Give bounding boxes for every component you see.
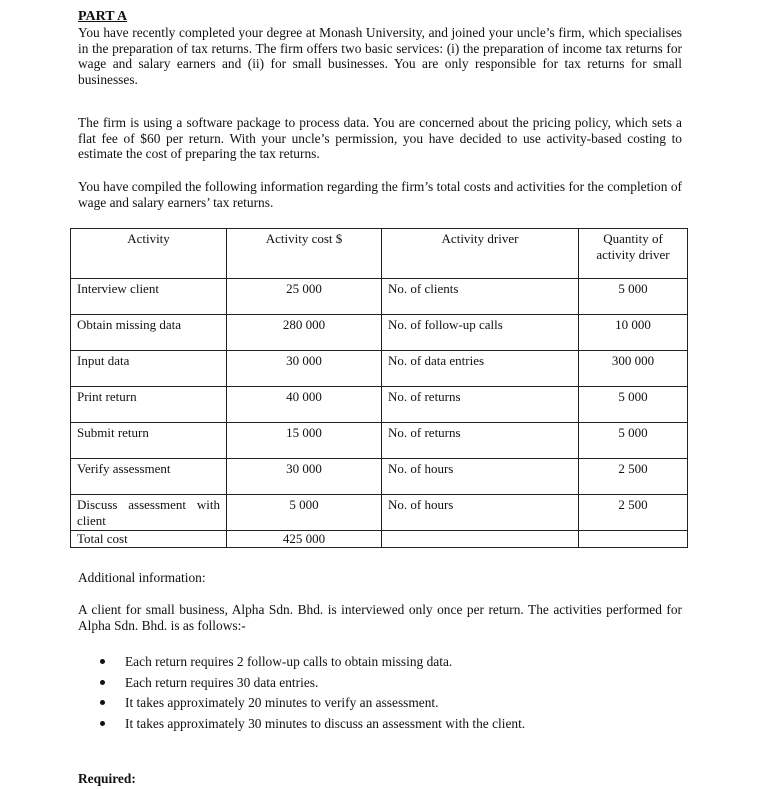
list-item (100, 654, 660, 675)
client-paragraph: A client for small business, Alpha Sdn. Bhd. is interviewed only once per return. The activities performed for Alpha Sdn. Bhd. is as follows:- (78, 602, 682, 633)
activity-cell: Interview client (71, 279, 227, 315)
activity-cell: Print return (71, 387, 227, 423)
bullet-icon (100, 659, 105, 664)
table-header-row (71, 229, 688, 279)
empty-cell (382, 531, 579, 548)
list-item (100, 716, 660, 737)
table-row (71, 495, 688, 531)
bullet-text: Each return requires 30 data entries. (125, 674, 319, 690)
quantity-cell: 2 500 (579, 495, 688, 531)
cost-cell: 15 000 (227, 423, 382, 459)
cost-cell: 25 000 (227, 279, 382, 315)
cost-cell: 30 000 (227, 351, 382, 387)
quantity-cell: 5 000 (579, 387, 688, 423)
required-heading: Required: (78, 771, 136, 786)
table-row (71, 315, 688, 351)
cost-cell: 40 000 (227, 387, 382, 423)
cost-cell: 5 000 (227, 495, 382, 531)
bullet-icon (100, 700, 105, 705)
header-activity-driver: Activity driver (382, 229, 579, 279)
header-activity-cost: Activity cost $ (227, 229, 382, 279)
driver-cell: No. of data entries (382, 351, 579, 387)
header-quantity: Quantity of activity driver (579, 229, 688, 279)
section-heading: PART A (78, 9, 128, 24)
intro-paragraph: You have recently completed your degree at Monash University, and joined your uncle’s firm, which specialises in the preparation of tax returns. The firm offers two basic services: (i) the preparation of income tax returns for wage and salary earners and (ii) for small businesses. You are only responsible for tax returns for small businesses. (78, 25, 682, 87)
table-row (71, 459, 688, 495)
driver-cell: No. of hours (382, 495, 579, 531)
total-label: Total cost (71, 531, 227, 548)
cost-cell: 30 000 (227, 459, 382, 495)
bullet-icon (100, 721, 105, 726)
driver-cell: No. of clients (382, 279, 579, 315)
cost-cell: 280 000 (227, 315, 382, 351)
total-value: 425 000 (227, 531, 382, 548)
list-item (100, 695, 660, 716)
bullet-text: It takes approximately 30 minutes to discuss an assessment with the client. (125, 715, 526, 731)
activity-bullet-list (100, 654, 660, 736)
quantity-cell: 5 000 (579, 279, 688, 315)
driver-cell: No. of returns (382, 387, 579, 423)
quantity-cell: 10 000 (579, 315, 688, 351)
table-row (71, 387, 688, 423)
activity-cell: Input data (71, 351, 227, 387)
table-row (71, 279, 688, 315)
table-row (71, 351, 688, 387)
empty-cell (579, 531, 688, 548)
header-activity: Activity (71, 229, 227, 279)
activity-cell: Verify assessment (71, 459, 227, 495)
list-item (100, 675, 660, 696)
bullet-icon (100, 680, 105, 685)
table-row (71, 423, 688, 459)
driver-cell: No. of hours (382, 459, 579, 495)
quantity-cell: 2 500 (579, 459, 688, 495)
quantity-cell: 5 000 (579, 423, 688, 459)
pricing-paragraph: The firm is using a software package to process data. You are concerned about the pricing policy, which sets a flat fee of $60 per return. With your uncle’s permission, you have decided to use activity-based costing to estimate the cost of preparing the tax returns. (78, 115, 682, 161)
activity-cost-table (70, 228, 688, 548)
quantity-cell: 300 000 (579, 351, 688, 387)
activity-cell: Discuss assessment with client (71, 495, 227, 531)
additional-info-title: Additional information: (78, 570, 206, 585)
bullet-text: Each return requires 2 follow-up calls to obtain missing data. (125, 654, 453, 669)
total-row (71, 531, 688, 548)
driver-cell: No. of follow-up calls (382, 315, 579, 351)
bullet-text: It takes approximately 20 minutes to verify an assessment. (125, 695, 439, 710)
table-intro-paragraph: You have compiled the following information regarding the firm’s total costs and activities for the completion of wage and salary earners’ tax returns. (78, 179, 682, 210)
activity-cell: Obtain missing data (71, 315, 227, 351)
driver-cell: No. of returns (382, 423, 579, 459)
activity-cell: Submit return (71, 423, 227, 459)
